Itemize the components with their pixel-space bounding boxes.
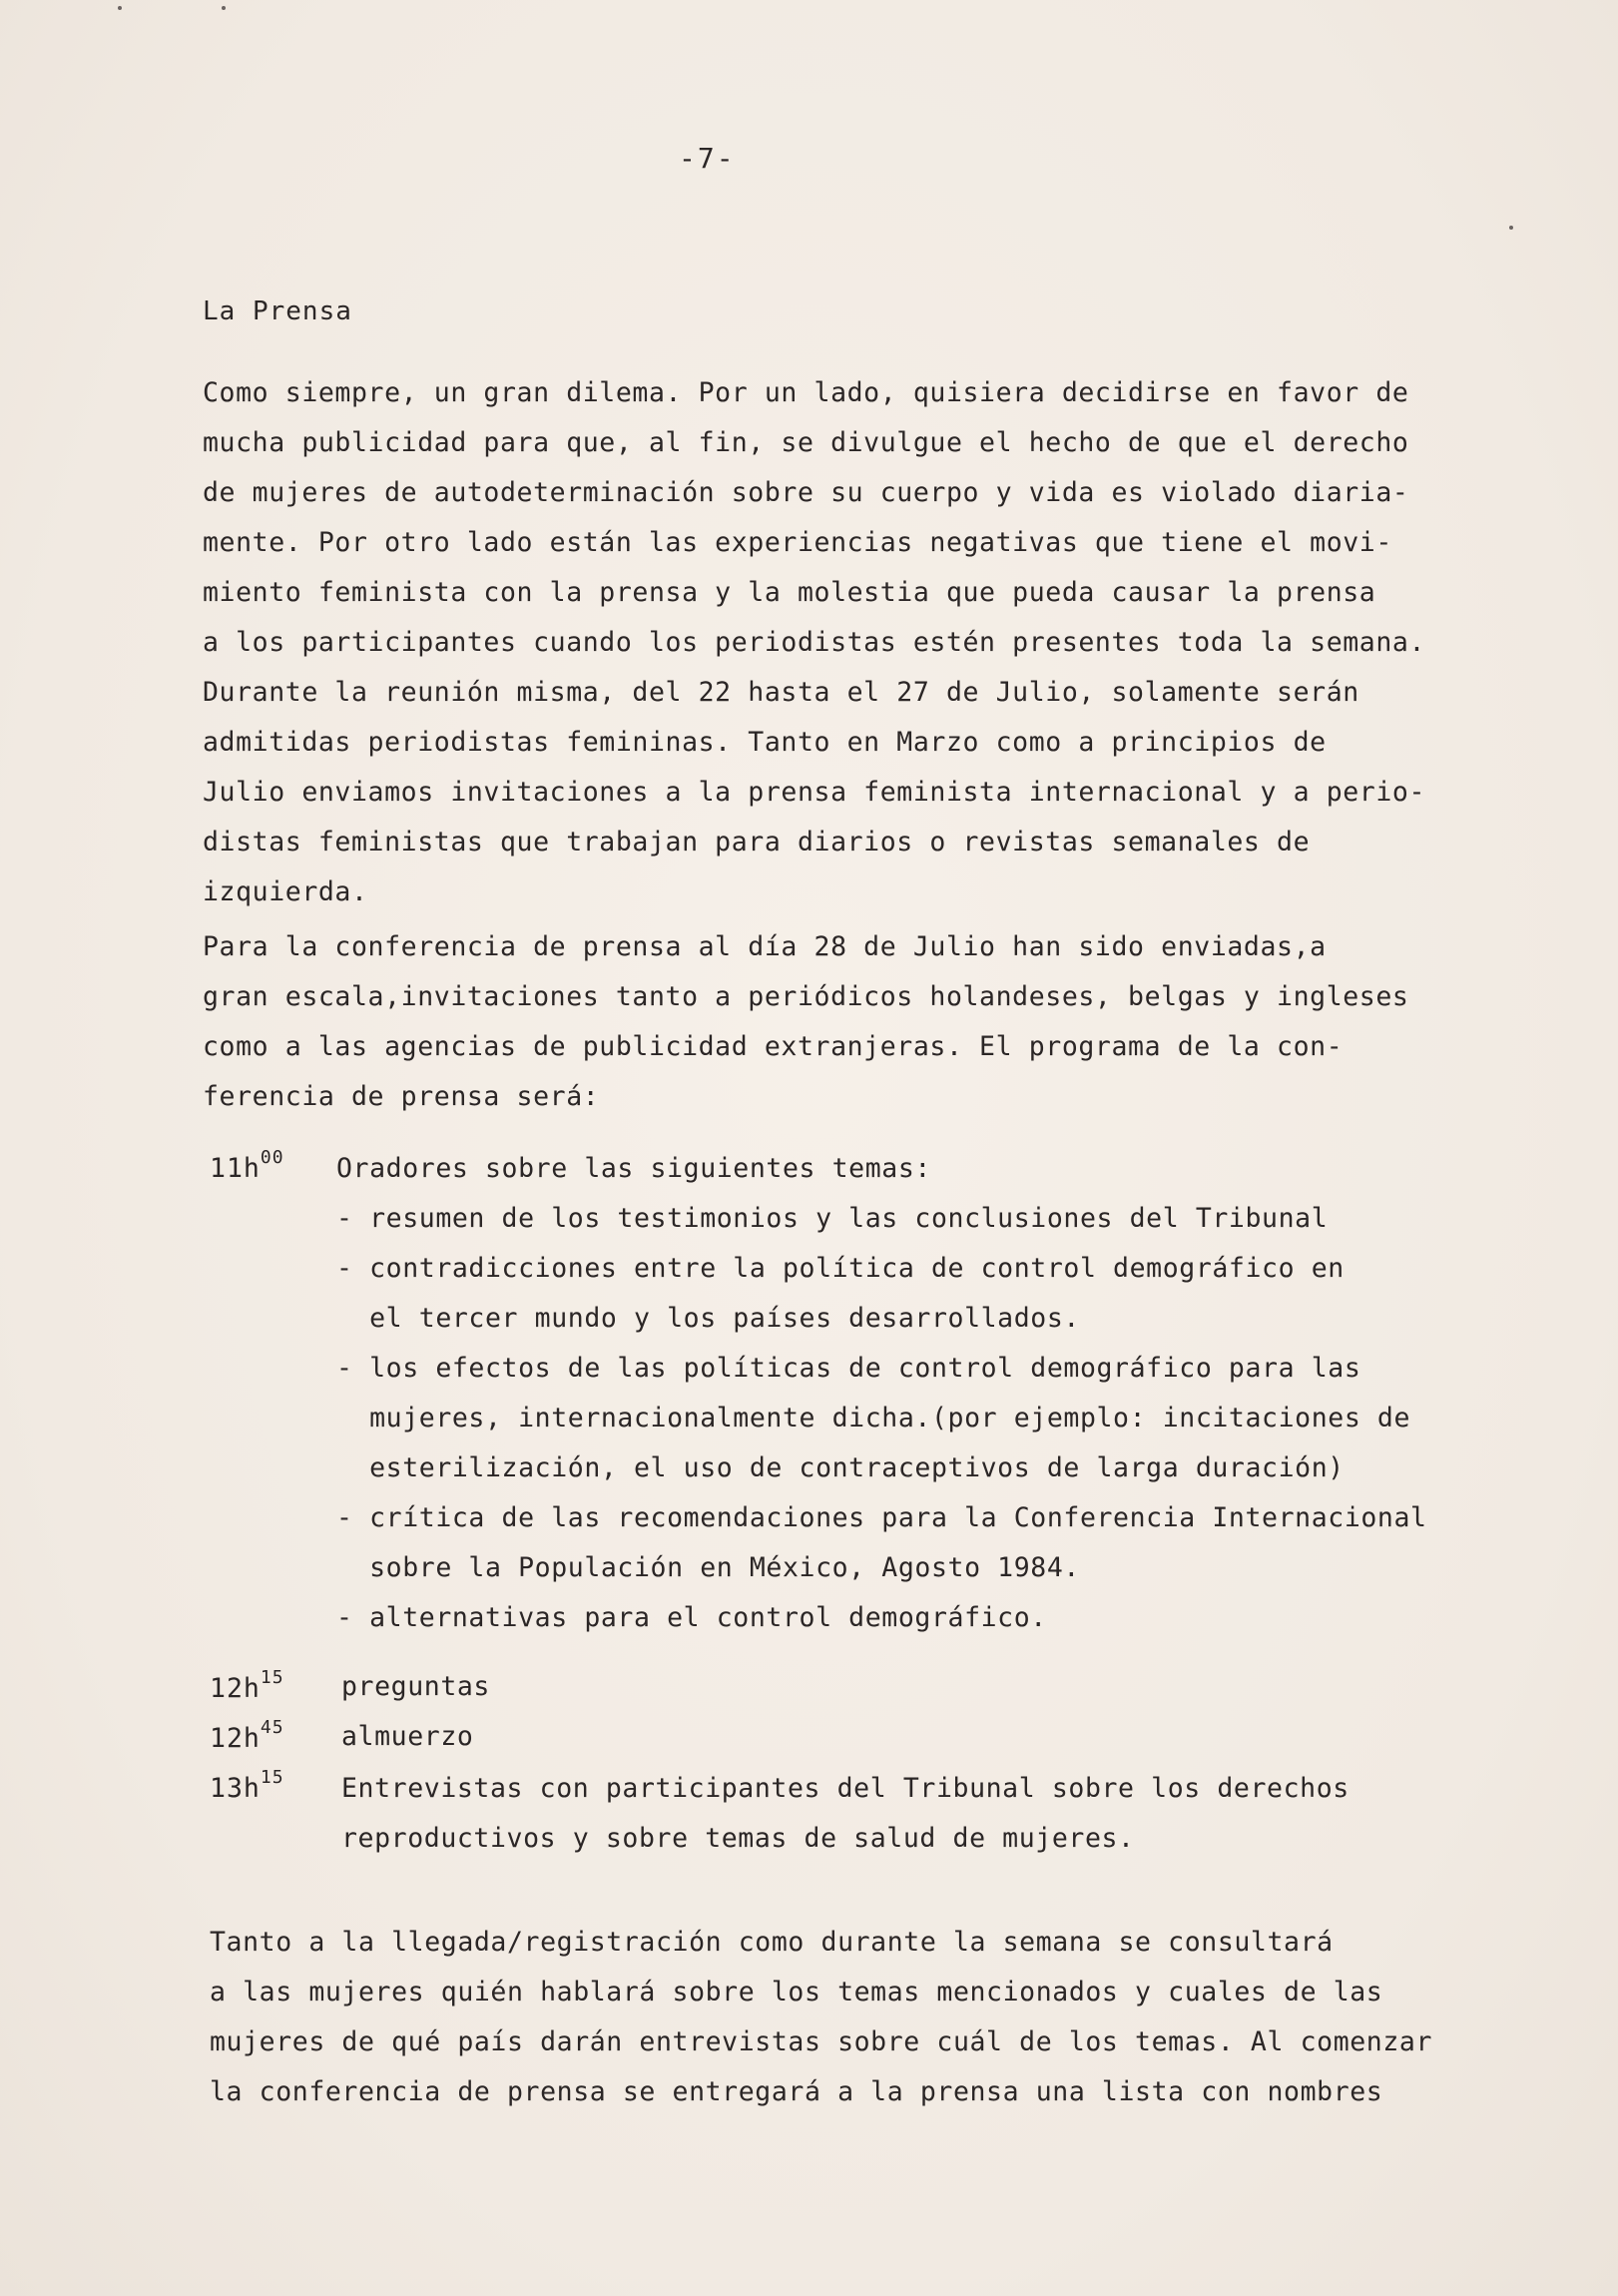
schedule-hour: 12h — [210, 1672, 261, 1704]
schedule-minutes: 15 — [260, 1667, 284, 1688]
page-number: -7- — [679, 142, 736, 175]
paragraph-line: admitidas periodistas femininas. Tanto en Marzo como a principios de — [203, 727, 1327, 758]
schedule-time — [210, 1717, 284, 1754]
paragraph-line: Como siempre, un gran dilema. Por un lado, quisiera decidirse en favor de — [203, 377, 1409, 408]
schedule-item: esterilización, el uso de contraceptivos de larga duración) — [336, 1452, 1345, 1483]
schedule-hour: 12h — [210, 1722, 261, 1754]
schedule-time — [210, 1667, 284, 1704]
paragraph-line: mucha publicidad para que, al fin, se divulgue el hecho de que el derecho — [203, 427, 1409, 458]
schedule-item: reproductivos y sobre temas de salud de mujeres. — [341, 1823, 1135, 1854]
schedule-hour: 13h — [210, 1772, 261, 1804]
paragraph-line: la conferencia de prensa se entregará a la prensa una lista con nombres — [210, 2076, 1383, 2107]
paragraph-line: a las mujeres quién hablará sobre los temas mencionados y cuales de las — [210, 1977, 1383, 2008]
paragraph-line: a los participantes cuando los periodistas estén presentes toda la semana. — [203, 627, 1426, 658]
schedule-item: mujeres, internacionalmente dicha.(por ejemplo: incitaciones de — [336, 1403, 1411, 1434]
paragraph-line: gran escala,invitaciones tanto a periódicos holandeses, belgas y ingleses — [203, 981, 1409, 1012]
schedule-item: - resumen de los testimonios y las conclusiones del Tribunal — [336, 1203, 1329, 1234]
section-heading: La Prensa — [203, 296, 352, 326]
schedule-item: - los efectos de las políticas de control demográfico para las — [336, 1353, 1361, 1384]
paragraph-line: izquierda. — [203, 876, 368, 907]
schedule-item: - contradicciones entre la política de control demográfico en — [336, 1253, 1345, 1284]
schedule-item: Oradores sobre las siguientes temas: — [336, 1153, 931, 1184]
schedule-item: el tercer mundo y los países desarrollados. — [336, 1303, 1080, 1334]
paragraph-line: Tanto a la llegada/registración como durante la semana se consultará — [210, 1927, 1334, 1958]
paragraph-line: ferencia de prensa será: — [203, 1081, 600, 1112]
paragraph-line: Durante la reunión misma, del 22 hasta el 27 de Julio, solamente serán — [203, 677, 1359, 708]
schedule-minutes: 00 — [260, 1147, 284, 1168]
paragraph-line: como a las agencias de publicidad extranjeras. El programa de la con- — [203, 1031, 1344, 1062]
schedule-item: sobre la Populación en México, Agosto 1984. — [336, 1552, 1080, 1583]
schedule-item: almuerzo — [341, 1721, 474, 1752]
paragraph-line: mujeres de qué país darán entrevistas sobre cuál de los temas. Al comenzar — [210, 2026, 1433, 2057]
paper-speck — [1509, 226, 1513, 230]
schedule-item: - crítica de las recomendaciones para la Conferencia Internacional — [336, 1502, 1427, 1533]
schedule-minutes: 15 — [260, 1767, 284, 1788]
paragraph-line: de mujeres de autodeterminación sobre su cuerpo y vida es violado diaria- — [203, 477, 1409, 508]
schedule-hour: 11h — [210, 1152, 261, 1184]
schedule-item: Entrevistas con participantes del Tribunal sobre los derechos — [341, 1773, 1349, 1804]
paragraph-line: mente. Por otro lado están las experiencias negativas que tiene el movi- — [203, 527, 1392, 558]
schedule-minutes: 45 — [260, 1717, 284, 1738]
paragraph-line: miento feminista con la prensa y la molestia que pueda causar la prensa — [203, 577, 1376, 608]
schedule-time — [210, 1767, 284, 1804]
paragraph-line: Para la conferencia de prensa al día 28 de Julio han sido enviadas,a — [203, 931, 1327, 962]
paragraph-line: distas feministas que trabajan para diarios o revistas semanales de — [203, 827, 1311, 858]
schedule-item: - alternativas para el control demográfico. — [336, 1602, 1047, 1633]
paper-speck — [118, 6, 122, 10]
paper-speck — [222, 6, 226, 10]
schedule-time — [210, 1147, 284, 1184]
schedule-item: preguntas — [341, 1671, 490, 1702]
paragraph-line: Julio enviamos invitaciones a la prensa feminista internacional y a perio- — [203, 777, 1426, 808]
